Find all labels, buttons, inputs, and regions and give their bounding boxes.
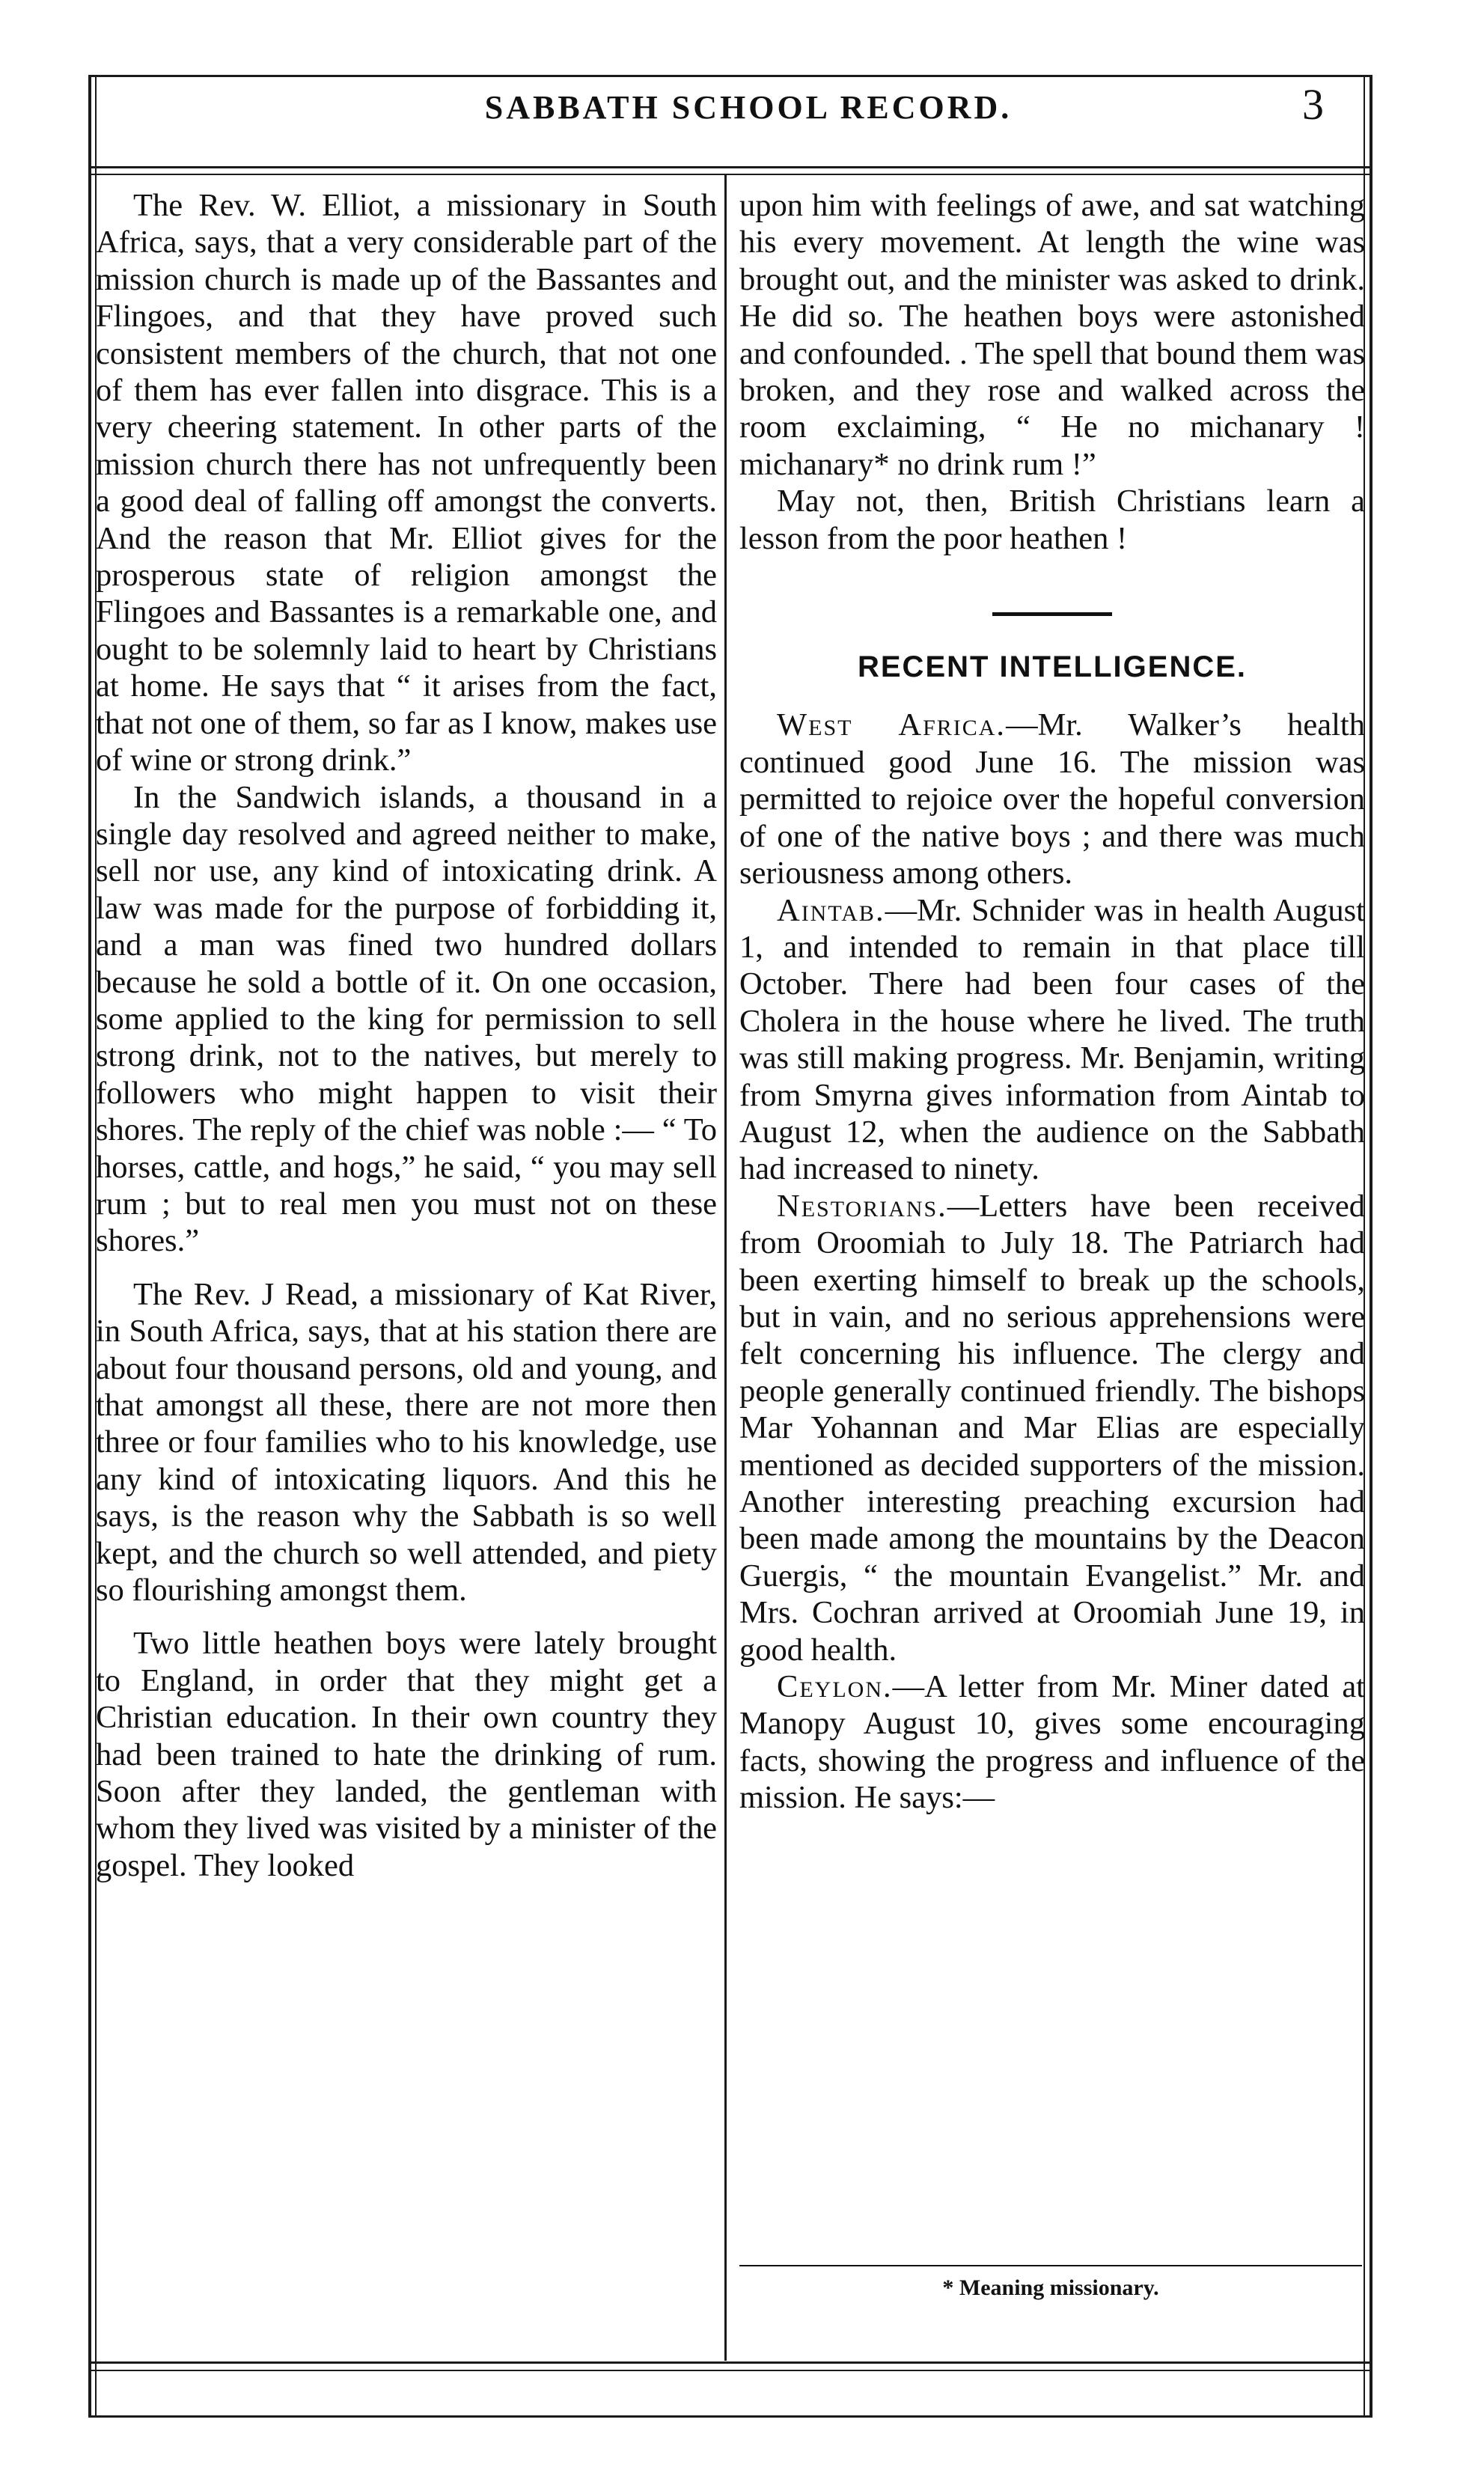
item-text: —Letters have been received from Oroomiah to July 18. The Patriarch had been exerting himself to break up the schools, but in vain, and no serious apprehensions were felt concerning his influence. The clergy and people generally continued friendly. The bishops Mar Yohannan and Mar Elias are especially mentioned as decided supporters of the mission. Another interesting preaching excursion had been made among the mountains by the Deacon Guergis, “ the mountain Evangelist.” Mr. and Mrs. Cochran arrived at Oroomiah June 19, in good health. bbox=[739, 1188, 1365, 1668]
right-column bbox=[739, 187, 1365, 1817]
running-head: SABBATH SCHOOL RECORD. bbox=[484, 89, 1013, 126]
header-rule-2 bbox=[88, 174, 1372, 175]
item-aintab bbox=[739, 892, 1365, 1188]
item-text: —A letter from Mr. Miner dated at Manopy August 10, gives some encouraging facts, showing the progress and influence of the mission. He says:— bbox=[739, 1669, 1365, 1816]
item-lead: Nestorians. bbox=[777, 1188, 947, 1224]
left-column bbox=[96, 187, 717, 1884]
footnote: * Meaning missionary. bbox=[942, 2275, 1159, 2300]
item-text: —Mr. Schnider was in health August 1, and intended to remain in that place till October. There had been four cases of the Cholera in the house where he lived. The truth was still making progress. Mr. Benjamin, writing from Smyrna gives information from Aintab to August 12, when the audience on the Sabbath had increased to ninety. bbox=[739, 892, 1365, 1187]
item-ceylon bbox=[739, 1668, 1365, 1817]
paragraph-heathen-boys: Two little heathen boys were lately brought to England, in order that they might get a Christian education. In their own country they had been trained to hate the drinking of rum. Soon after they landed, the gentleman with whom they lived was visited by a minister of the gospel. They looked bbox=[96, 1626, 717, 1883]
frame-left-outer bbox=[88, 75, 91, 2418]
frame-bottom bbox=[88, 2415, 1372, 2418]
page-number: 3 bbox=[1302, 80, 1324, 129]
header-rule-1 bbox=[88, 166, 1372, 168]
item-nestorians bbox=[739, 1188, 1365, 1668]
paragraph-continuation: upon him with feelings of awe, and sat watching his every movement. At length the wine was brought out, and the minister was asked to drink. He did so. The heathen boys were astonished and confounded. . The spell that bound them was broken, and they rose and walked across the room exclaiming, “ He no michanary ! michanary* no drink rum !” bbox=[739, 188, 1365, 482]
paragraph-read: The Rev. J Read, a missionary of Kat River, in South Africa, says, that at his station there are about four thousand persons, old and young, and that amongst all these, there are not more then three or four families who to his knowledge, use any kind of intoxicating liquors. And this he says, is the reason why the Sabbath is so well kept, and the church so well attended, and piety so flourishing amongst them. bbox=[96, 1276, 717, 1608]
paragraph-sandwich-islands: In the Sandwich islands, a thousand in a single day resolved and agreed neither to make, sell nor use, any kind of intoxicating drink. A law was made for the purpose of forbidding it, and a man was fined two hundred dollars because he sold a bottle of it. On one occasion, some applied to the king for permission to sell strong drink, not to the natives, but merely to followers who might happen to visit their shores. The reply of the chief was noble :— “ To horses, cattle, and hogs,” he said, “ you may sell rum ; but to real men you must not on these shores.” bbox=[96, 779, 717, 1259]
footer-rule-1 bbox=[88, 2361, 1372, 2364]
paragraph-elliot: The Rev. W. Elliot, a missionary in South Africa, says, that a very considerable part of the mission church is made up of the Bassantes and Flingoes, and that they have proved such consistent members of the church, that not one of them has ever fallen into disgrace. This is a very cheering statement. In other parts of the mission church there has not unfrequently been a good deal of falling off amongst the converts. And the reason that Mr. Elliot gives for the prosperous state of religion amongst the Flingoes and Bassantes is a remarkable one, and ought to be solemnly laid to heart by Christians at home. He says that “ it arises from the fact, that not one of them, so far as I know, makes use of wine or strong drink.” bbox=[96, 188, 717, 778]
paragraph-lesson: May not, then, British Christians learn a lesson from the poor heathen ! bbox=[739, 484, 1365, 556]
item-text: —Mr. Walker’s health continued good June 16. The mission was permitted to rejoice over the hopeful conversion of one of the native boys ; and there was much seriousness among others. bbox=[739, 707, 1365, 891]
item-west-africa bbox=[739, 707, 1365, 891]
frame-right-outer bbox=[1370, 75, 1372, 2418]
footnote-rule bbox=[739, 2265, 1362, 2266]
item-lead: Aintab. bbox=[777, 892, 885, 928]
item-lead: West Africa. bbox=[777, 707, 1007, 743]
frame-top bbox=[88, 75, 1372, 77]
section-title: RECENT INTELLIGENCE. bbox=[857, 650, 1248, 684]
column-divider bbox=[724, 175, 727, 2361]
section-divider bbox=[992, 612, 1112, 616]
item-lead: Ceylon. bbox=[777, 1669, 893, 1705]
footer-rule-2 bbox=[88, 2370, 1372, 2371]
